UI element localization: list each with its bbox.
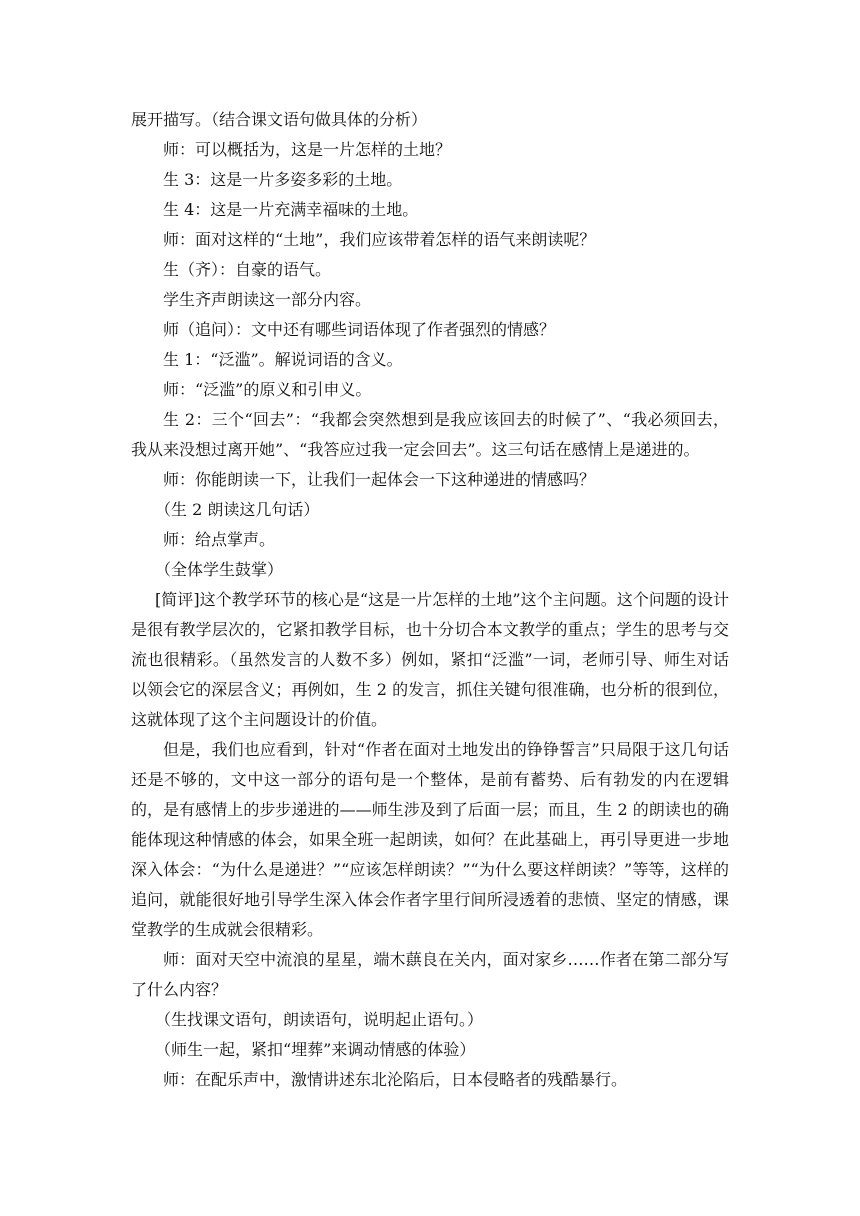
paragraph-teacher-applause: 师：给点掌声。 <box>163 530 276 549</box>
paragraph-stage-note-together: （师生一起，紧扣“埋葬”来调动情感的体验） <box>155 1040 476 1059</box>
paragraph-stage-note-reading: （生 2 朗读这几句话） <box>155 500 320 519</box>
paragraph-continued: 展开描写。（结合课文语句做具体的分析） <box>131 110 428 129</box>
paragraph-student-3: 生 3：这是一片多姿多彩的土地。 <box>163 170 403 189</box>
paragraph-student-1: 生 1：“泛滥”。解说词语的含义。 <box>163 350 403 369</box>
paragraph-student-2: 生 2：三个“回去”：“我都会突然想到是我应该回去的时候了”、“我必须回去，我从来没想过离开她”、“我答应过我一定会回去”。这三句话在感情上是递进的。 <box>131 410 729 459</box>
paragraph-commentary-continued: 但是，我们也应看到，针对“作者在面对土地发出的铮铮誓言”只局限于这几句话还是不够的，文中这一部分的语句是一个整体，是前有蓄势、后有勃发的内在逻辑的，是有感情上的步步递进的——师生涉及到了后面一层；而且，生 2 的朗读也的确能体现这种情感的体会，如果全班一起朗读，如何？在此基础上，再引导更进一步地深入体会：“为什么是递进？”“应该怎样朗读？”“为什么要这样朗读？”等等，这样的追问，就能很好地引导学生深入体会作者字里行间所浸透着的悲愤、坚定的情感，课堂教学的生成就会很精彩。 <box>131 740 729 939</box>
paragraph-teacher-meaning: 师：“泛滥”的原义和引申义。 <box>163 380 372 399</box>
paragraph-teacher-tone: 师：面对这样的“土地”，我们应该带着怎样的语气来朗读呢？ <box>163 230 596 249</box>
paragraph-teacher-followup: 师（追问）：文中还有哪些词语体现了作者强烈的情感？ <box>163 320 556 339</box>
paragraph-student-4: 生 4：这是一片充满幸福味的土地。 <box>163 200 419 219</box>
paragraph-teacher-read-request: 师：你能朗读一下，让我们一起体会一下这种递进的情感吗？ <box>163 470 596 489</box>
document-page <box>131 105 729 1095</box>
paragraph-students-together: 生（齐）：自豪的语气。 <box>163 260 332 279</box>
paragraph-teacher-music: 师：在配乐声中，激情讲述东北沦陷后，日本侵略者的残酷暴行。 <box>163 1070 628 1089</box>
paragraph-stage-note-find: （生找课文语句，朗读语句，说明起止语句。） <box>155 1010 484 1029</box>
paragraph-class-reading: 学生齐声朗读这一部分内容。 <box>163 290 372 309</box>
paragraph-teacher-summary: 师：可以概括为，这是一片怎样的土地？ <box>163 140 452 159</box>
paragraph-stage-note-applause: （全体学生鼓掌） <box>155 560 284 579</box>
paragraph-teacher-part-two: 师：面对天空中流浪的星星，端木蕻良在关内，面对家乡……作者在第二部分写了什么内容？ <box>131 950 729 999</box>
paragraph-commentary: [简评]这个教学环节的核心是“这是一片怎样的土地”这个主问题。这个问题的设计是很有教学层次的，它紧扣教学目标，也十分切合本文教学的重点；学生的思考与交流也很精彩。（虽然发言的人数不多）例如，紧扣“泛滥”一词，老师引导、师生对话以领会它的深层含义；再例如，生 2 的发言，抓住关键句很准确，也分析的很到位，这就体现了这个主问题设计的价值。 <box>131 590 729 729</box>
